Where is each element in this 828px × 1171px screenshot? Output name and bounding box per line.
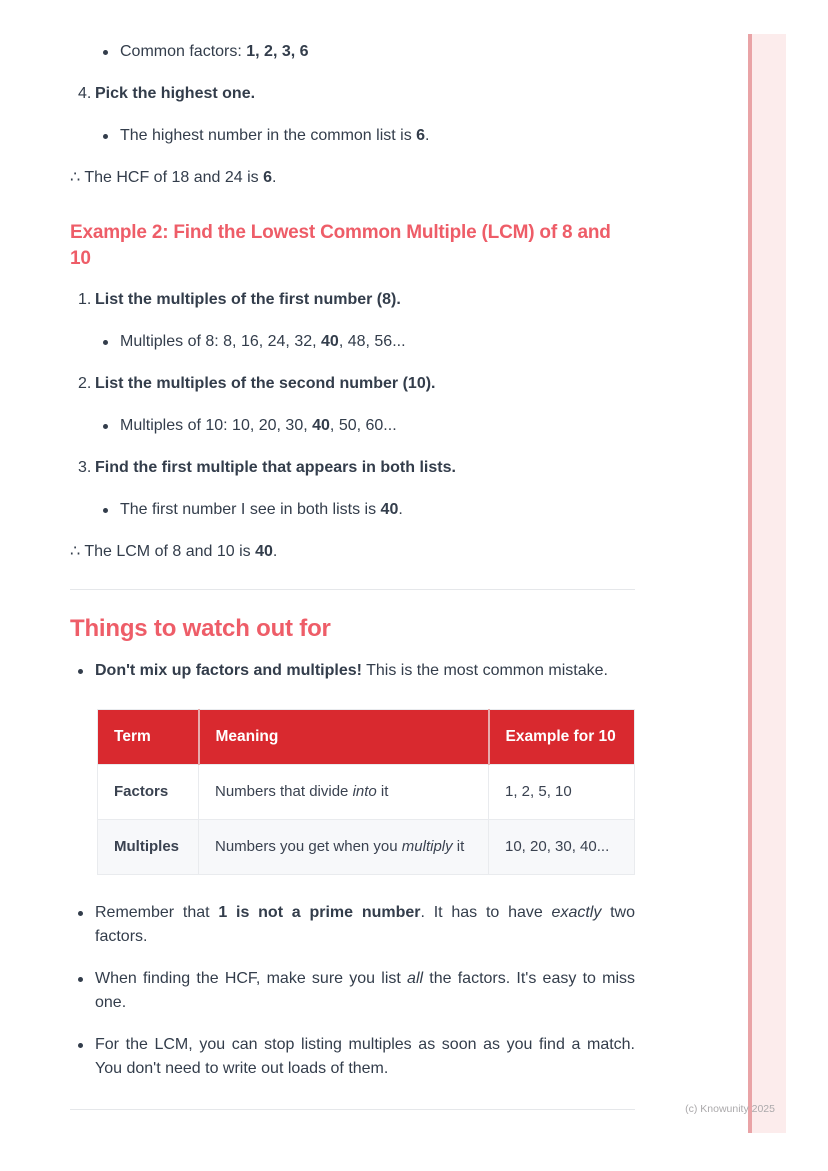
text-run-italic: all <box>407 970 424 987</box>
table-header-term: Term <box>98 710 199 765</box>
list-number: 2. <box>78 375 92 392</box>
list-item-text <box>120 40 635 64</box>
text-run: Multiples of 10: 10, 20, 30, <box>120 417 313 434</box>
list-item-list-all-factors <box>70 967 635 1015</box>
list-item-text <box>120 330 635 354</box>
text-run-bold: 6 <box>263 169 272 186</box>
text-run: . <box>425 127 430 144</box>
list-item-text <box>120 124 635 148</box>
text-run: , 48, 56... <box>338 333 406 350</box>
list-item-stop-listing <box>70 1033 635 1081</box>
list-item-text <box>120 414 635 438</box>
text-run: When finding the HCF, make sure you list <box>95 970 408 987</box>
table-row-factors <box>98 765 635 820</box>
text-run-bold: Don't mix up factors and multiples! <box>95 662 362 679</box>
text-run-italic: exactly <box>551 904 602 921</box>
list-item-highest-number <box>70 124 635 148</box>
list-item-text: For the LCM, you can stop listing multiples as soon as you find a match. You don't need to write out loads of them. <box>95 1036 635 1077</box>
cell-term: Factors <box>98 765 199 820</box>
table-header-row <box>98 710 635 765</box>
bullet-dot-icon <box>103 340 108 345</box>
list-number: 4. <box>78 85 92 102</box>
list-item-text: Pick the highest one. <box>95 85 256 102</box>
list-item-text <box>95 967 635 1015</box>
bullet-dot-icon <box>103 424 108 429</box>
text-run-bold: 1 is not a prime number <box>218 904 421 921</box>
list-item-first-match <box>70 498 635 522</box>
list-item-multiples-of-10 <box>70 414 635 438</box>
text-run: . <box>272 169 277 186</box>
numbered-item-step1 <box>70 288 635 312</box>
text-run-bold: 40 <box>255 543 273 560</box>
section-divider <box>70 589 635 590</box>
bullet-dot-icon <box>103 508 108 513</box>
text-run: . <box>272 543 278 560</box>
list-item-text: List the multiples of the second number (10). <box>95 375 436 392</box>
text-run: The first number I see in both lists is <box>120 501 381 518</box>
table-header-example: Example for 10 <box>489 710 635 765</box>
list-item-multiples-of-8 <box>70 330 635 354</box>
list-number: 3. <box>78 459 92 476</box>
cell-meaning <box>199 820 489 875</box>
text-run: This is the most common mistake. <box>361 662 608 679</box>
decorative-pink-stripe <box>748 34 786 1133</box>
text-run: Numbers that divide <box>215 783 353 800</box>
text-run: ∴ The HCF of 18 and 24 is <box>70 169 264 186</box>
text-run: ∴ The LCM of 8 and 10 is <box>70 543 256 560</box>
example2-heading: Example 2: Find the Lowest Common Multiple (LCM) of 8 and 10 <box>70 222 611 269</box>
text-run: two factors. <box>95 904 636 945</box>
text-run-italic: multiply <box>401 838 453 855</box>
lcm-conclusion <box>70 540 635 564</box>
text-run: it <box>452 838 465 855</box>
numbered-item-step3 <box>70 456 635 480</box>
text-run: . <box>398 501 403 518</box>
cell-term: Multiples <box>98 820 199 875</box>
text-run: , 50, 60... <box>329 417 397 434</box>
watch-out-heading: Things to watch out for <box>70 615 331 642</box>
text-run: Common factors: <box>120 43 247 60</box>
bottom-divider <box>70 1109 635 1110</box>
text-run: Multiples of 8: 8, 16, 24, 32, <box>120 333 322 350</box>
text-run-italic: into <box>352 783 377 800</box>
text-run: Numbers you get when you <box>215 838 402 855</box>
table-header-meaning: Meaning <box>199 710 489 765</box>
text-run-bold: 40 <box>380 501 399 518</box>
list-item-dont-mix-up <box>70 659 635 683</box>
list-item-text <box>95 659 635 683</box>
numbered-item-step2 <box>70 372 635 396</box>
cell-meaning <box>199 765 489 820</box>
list-item-text: Find the first multiple that appears in both lists. <box>95 459 456 476</box>
bullet-dot-icon <box>103 134 108 139</box>
text-run-bold: 1, 2, 3, 6 <box>246 43 309 60</box>
text-run: the factors. It's easy to miss one. <box>95 970 636 1011</box>
term-meaning-table <box>97 709 635 875</box>
text-run-bold: 6 <box>416 127 426 144</box>
list-number: 1. <box>78 291 92 308</box>
bullet-dot-icon <box>103 50 108 55</box>
text-run: it <box>376 783 389 800</box>
document-content <box>70 40 635 1110</box>
text-run-bold: 40 <box>312 417 330 434</box>
bullet-dot-icon <box>78 977 83 982</box>
numbered-item-step4 <box>70 82 635 106</box>
cell-example: 1, 2, 5, 10 <box>489 765 635 820</box>
text-run: Remember that <box>95 904 219 921</box>
list-item-prime-number <box>70 901 635 949</box>
bullet-dot-icon <box>78 1043 83 1048</box>
list-item-common-factors <box>70 40 635 64</box>
list-item-text <box>95 901 635 949</box>
bullet-dot-icon <box>78 669 83 674</box>
text-run: . It has to have <box>420 904 552 921</box>
page-footer-copyright: (c) Knowunity 2025 <box>685 1103 775 1115</box>
hcf-conclusion <box>70 166 635 190</box>
list-item-text <box>120 498 635 522</box>
text-run: The highest number in the common list is <box>120 127 417 144</box>
bullet-dot-icon <box>78 911 83 916</box>
text-run-bold: 40 <box>321 333 339 350</box>
cell-example: 10, 20, 30, 40... <box>489 820 635 875</box>
list-item-text: List the multiples of the first number (8). <box>95 291 401 308</box>
table-row-multiples <box>98 820 635 875</box>
